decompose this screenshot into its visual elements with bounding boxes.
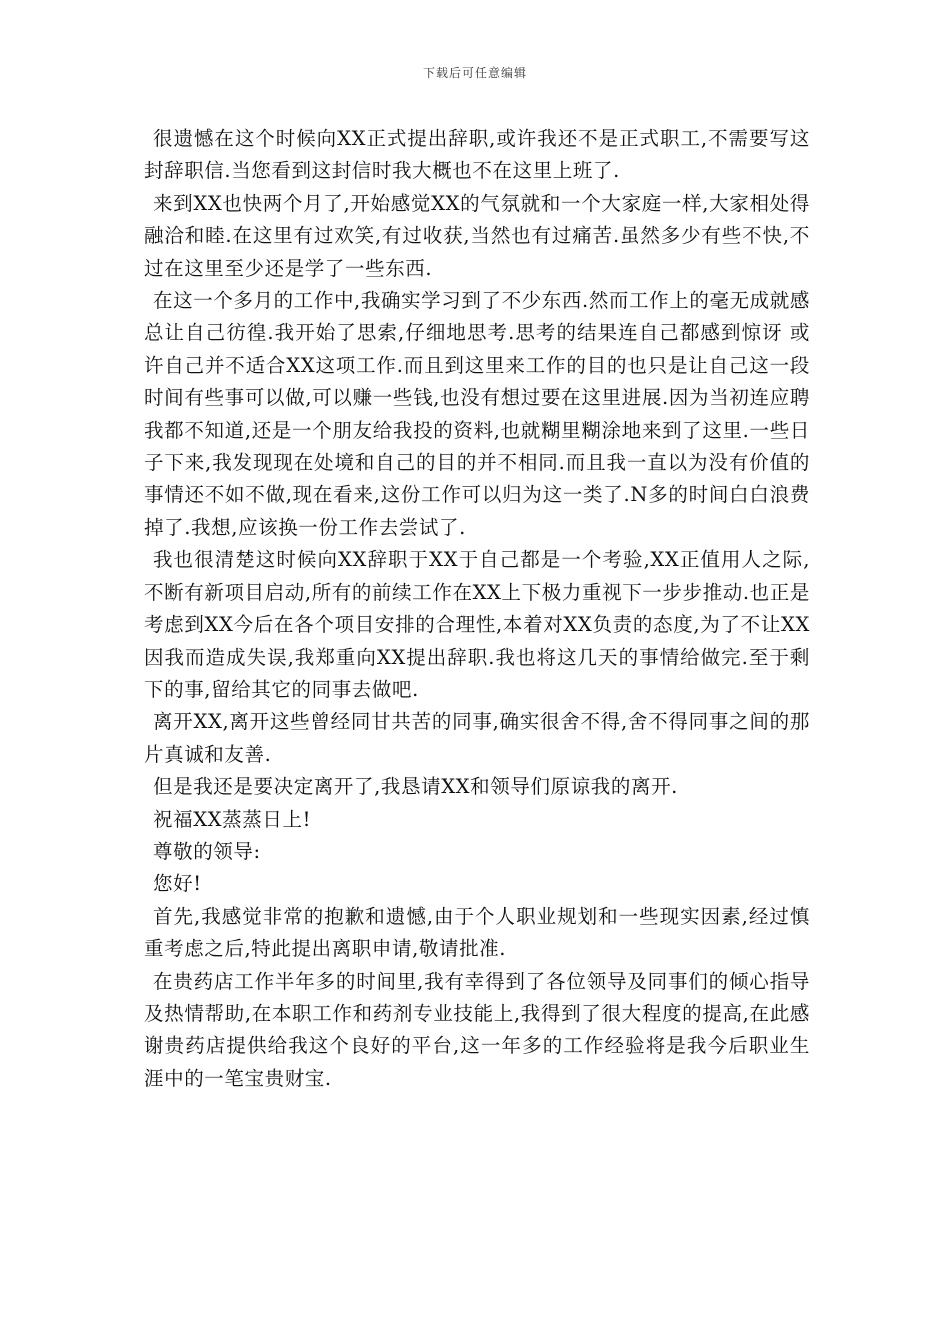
paragraph-6: 但是我还是要决定离开了,我恳请XX和领导们原谅我的离开. — [153, 775, 678, 799]
paragraph-4: 我也很清楚这时候向XX辞职于XX于自己都是一个考验,XX正值用人之际,不断有新项目启动,所有的前续工作在XX上下极力重视下一步步推动.也正是考虑到XX今后在各个项目安排的合理性,本着对XX负责的态度,为了不让XX因我而造成失误,我郑重向XX提出辞职.我也将这几天的事情给做完.至于剩下的事,留给其它的同事去做吧. — [144, 548, 810, 701]
paragraph-11: 在贵药店工作半年多的时间里,我有幸得到了各位领导及同事们的倾心指导及热情帮助,在本职工作和药剂专业技能上,我得到了很大程度的提高,在此感谢贵药店提供给我这个良好的平台,这一年多的工作经验将是我今后职业生涯中的一笔宝贵财宝. — [144, 969, 810, 1090]
page-header: 下载后可任意编辑 — [422, 66, 527, 80]
greeting: 您好! — [153, 872, 202, 896]
paragraph-7: 祝福XX蒸蒸日上! — [153, 807, 312, 831]
paragraph-5: 离开XX,离开这些曾经同甘共苦的同事,确实很舍不得,舍不得同事之间的那片真诚和友善. — [144, 710, 810, 766]
paragraph-10: 首先,我感觉非常的抱歉和遗憾,由于个人职业规划和一些现实因素,经过慎重考虑之后,特此提出离职申请,敬请批准. — [144, 904, 810, 961]
document-body — [144, 123, 810, 1095]
paragraph-2: 来到XX也快两个月了,开始感觉XX的气氛就和一个大家庭一样,大家相处得融洽和睦.在这里有过欢笑,有过收获,当然也有过痛苦.虽然多少有些不快,不过在这里至少还是学了一些东西. — [144, 191, 810, 280]
paragraph-3: 在这一个多月的工作中,我确实学习到了不少东西.然而工作上的毫无成就感总让自己彷徨.我开始了思索,仔细地思考.思考的结果连自己都感到惊讶 或许自己并不适合XX这项工作.而且到这里来工作的目的也只是让自己这一段时间有些事可以做,可以赚一些钱,也没有想过要在这里进展.因为当初连应聘我都不知道,还是一个朋友给我投的资料,也就糊里糊涂地来到了这里.一些日子下来,我发现现在处境和自己的目的并不相同.而且我一直以为没有价值的事情还不如不做,现在看来,这份工作可以归为这一类了.N多的时间白白浪费掉了.我想,应该换一份工作去尝试了. — [144, 289, 810, 539]
paragraph-1: 很遗憾在这个时候向XX正式提出辞职,或许我还不是正式职工,不需要写这封辞职信.当您看到这封信时我大概也不在这里上班了. — [144, 127, 810, 183]
salutation: 尊敬的领导: — [153, 839, 261, 863]
